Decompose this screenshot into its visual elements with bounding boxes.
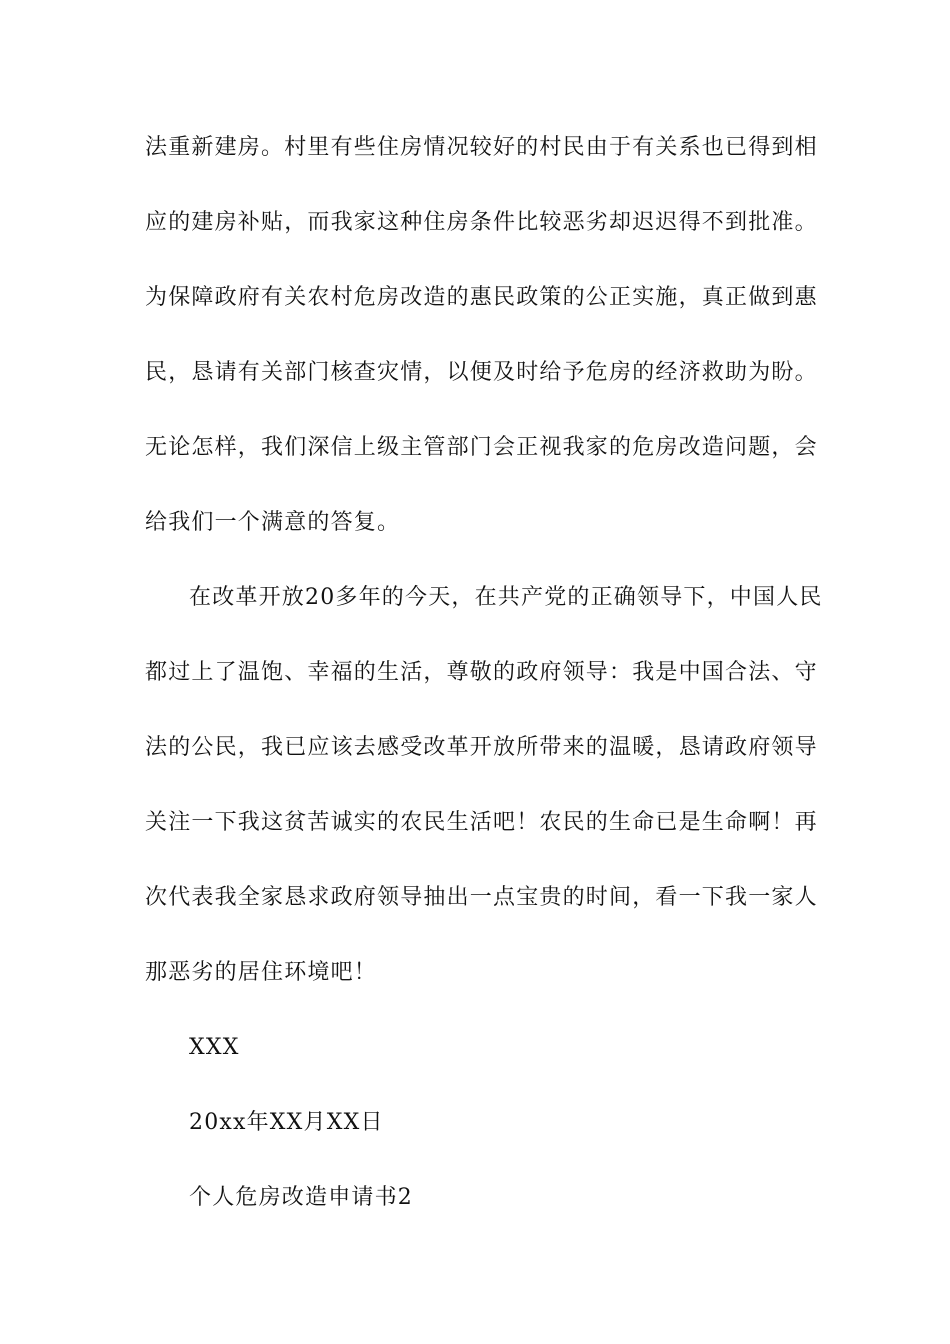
- text-line: 都过上了温饱、幸福的生活，尊敬的政府领导：我是中国合法、守: [145, 660, 818, 685]
- letter-date: 20xx年XX月XX日: [189, 1110, 384, 1135]
- text-line: 关注一下我这贫苦诚实的农民生活吧！农民的生命已是生命啊！再: [145, 810, 818, 835]
- text-line: 民，恳请有关部门核查灾情，以便及时给予危房的经济救助为盼。: [145, 360, 818, 385]
- text-line: 法的公民，我已应该去感受改革开放所带来的温暖，恳请政府领导: [145, 735, 818, 760]
- text-line: 无论怎样，我们深信上级主管部门会正视我家的危房改造问题，会: [145, 435, 818, 460]
- text-line: 那恶劣的居住环境吧！: [145, 960, 378, 985]
- section-heading: 个人危房改造申请书2: [189, 1185, 413, 1210]
- paragraph-first-line: 在改革开放20多年的今天，在共产党的正确领导下，中国人民: [189, 585, 823, 610]
- text-line: 应的建房补贴，而我家这种住房条件比较恶劣却迟迟得不到批准。: [145, 210, 818, 235]
- signature: XXX: [189, 1035, 240, 1060]
- text-line: 为保障政府有关农村危房改造的惠民政策的公正实施，真正做到惠: [145, 285, 818, 310]
- text-line: 给我们一个满意的答复。: [145, 510, 401, 535]
- text-line: 法重新建房。村里有些住房情况较好的村民由于有关系也已得到相: [145, 135, 818, 160]
- text-line: 次代表我全家恳求政府领导抽出一点宝贵的时间，看一下我一家人: [145, 885, 818, 910]
